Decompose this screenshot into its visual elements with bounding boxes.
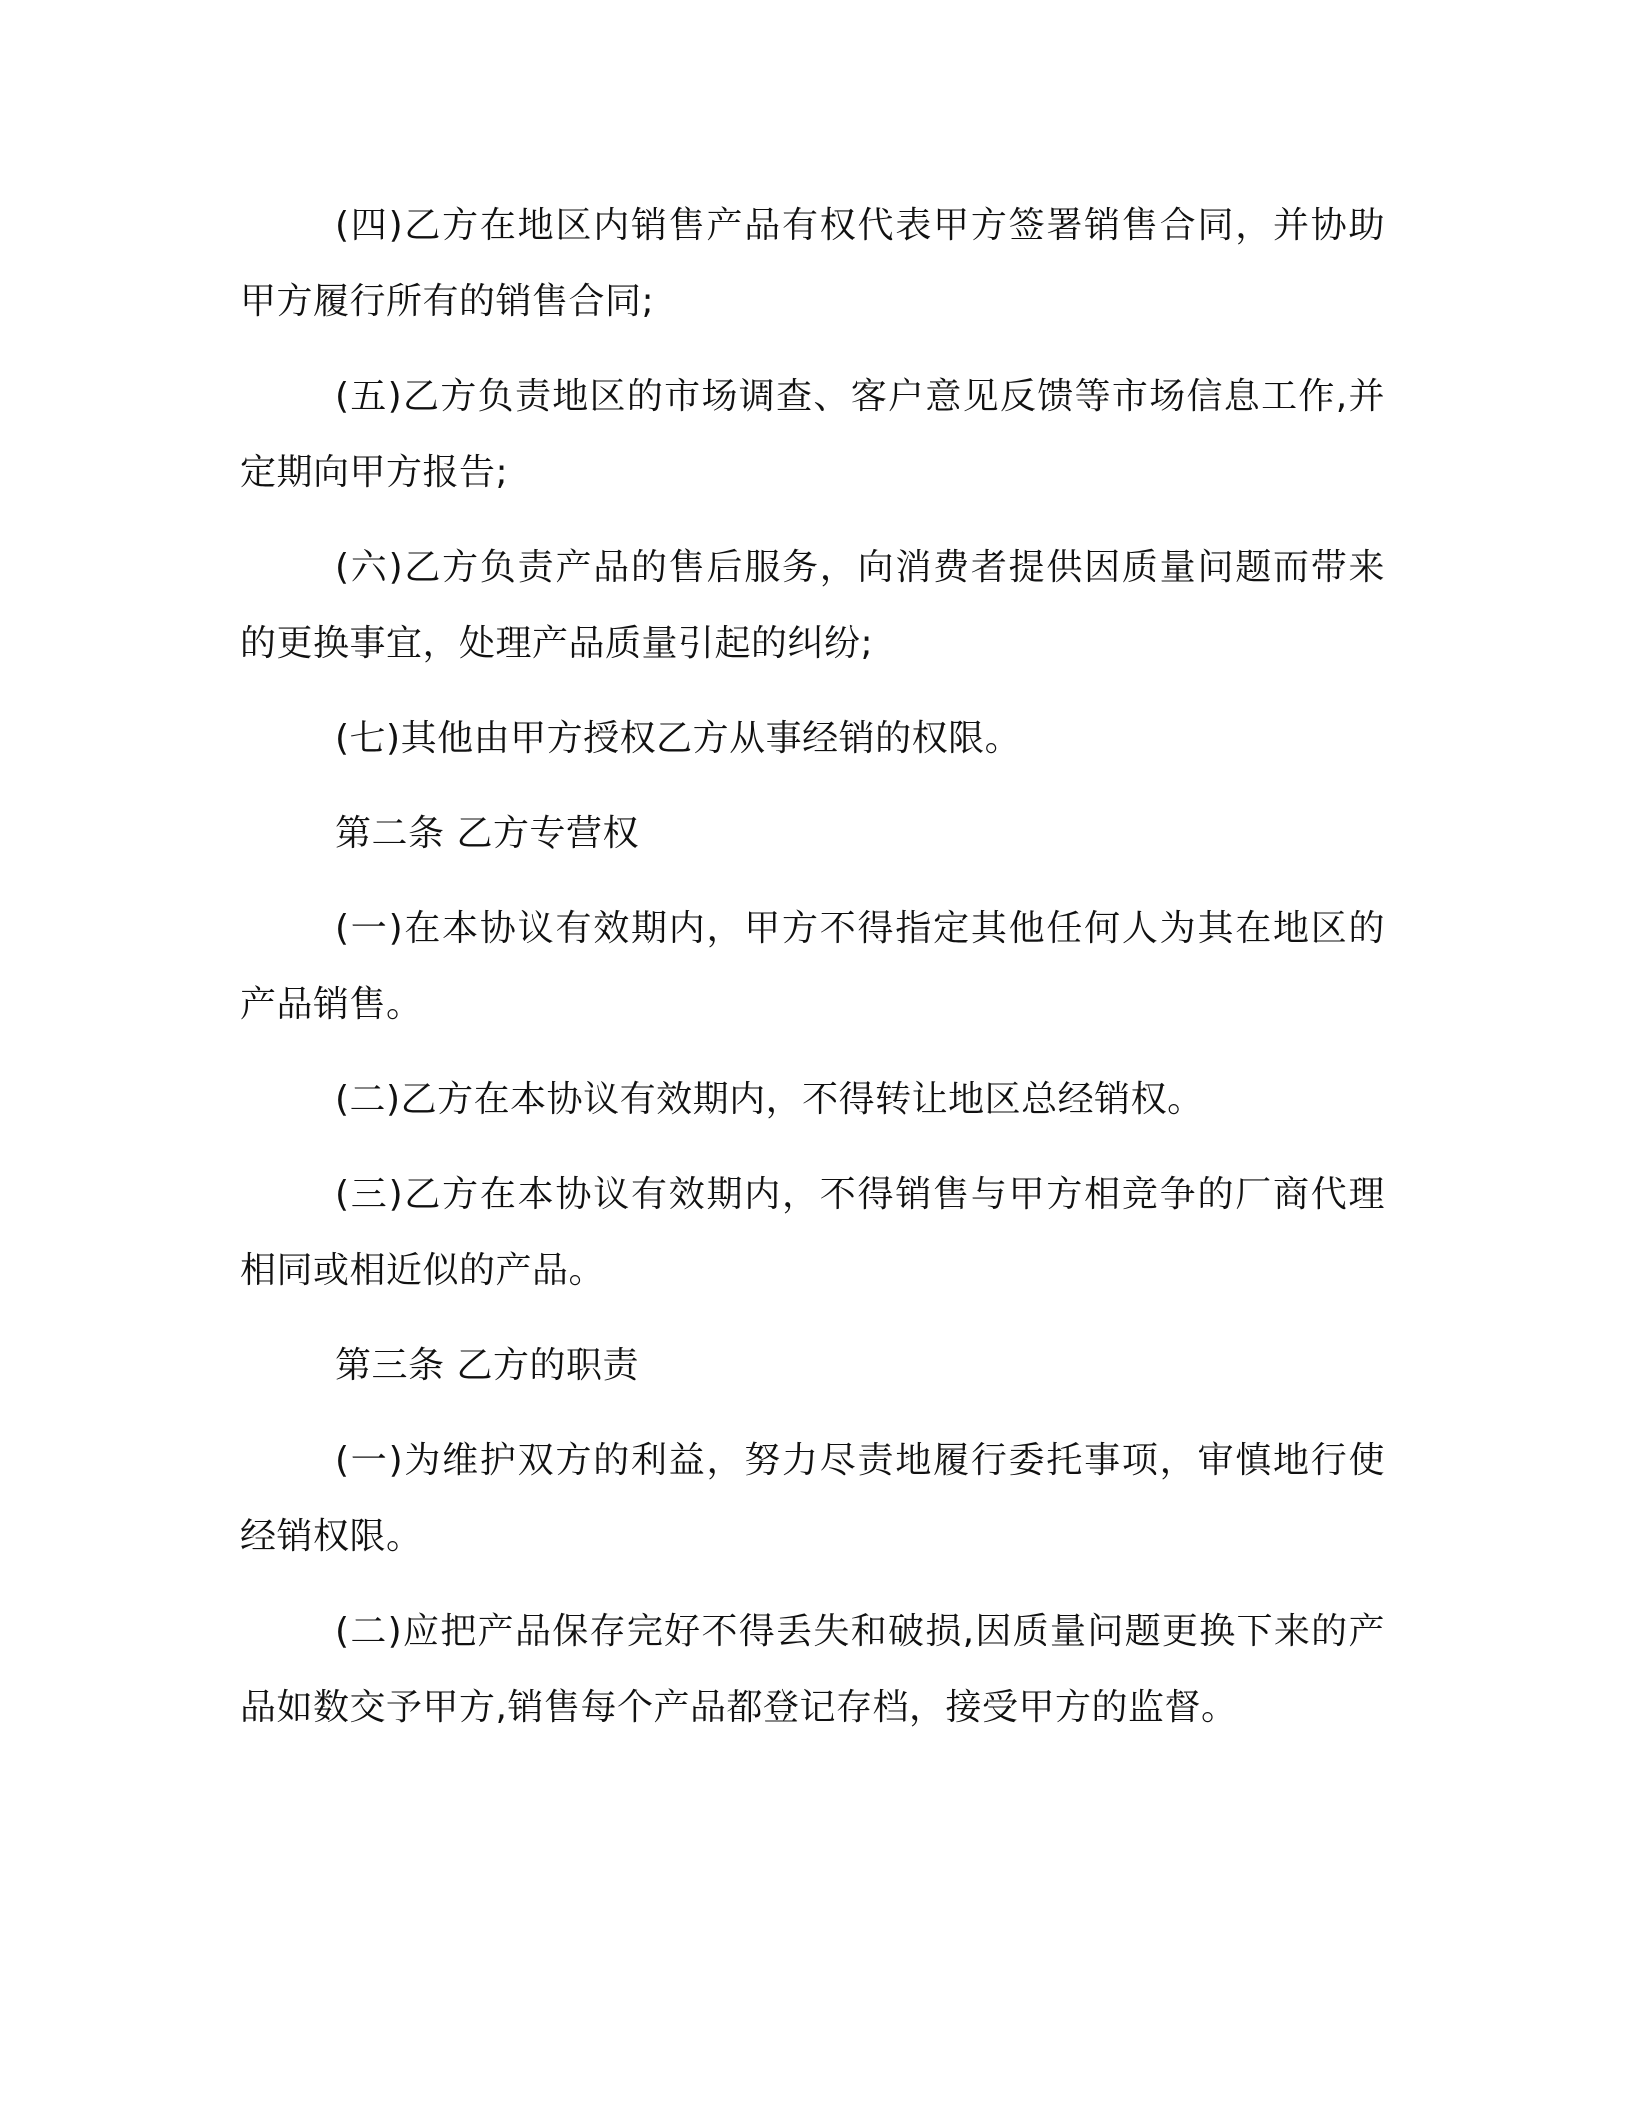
document-body: [240, 188, 1385, 1746]
article-2-clause-1: (一)在本协议有效期内，甲方不得指定其他任何人为其在地区的产品销售。: [240, 908, 1385, 1025]
article-2-heading: 第二条 乙方专营权: [335, 813, 639, 854]
clause-7-other-authority: (七)其他由甲方授权乙方从事经销的权限。: [335, 718, 1022, 759]
article-2-clause-3: (三)乙方在本协议有效期内，不得销售与甲方相竞争的厂商代理相同或相近似的产品。: [240, 1174, 1385, 1291]
article-3-clause-1: (一)为维护双方的利益，努力尽责地履行委托事项，审慎地行使经销权限。: [240, 1440, 1385, 1557]
article-3-heading: 第三条 乙方的职责: [335, 1345, 639, 1386]
clause-6-after-sales: (六)乙方负责产品的售后服务，向消费者提供因质量问题而带来的更换事宜，处理产品质量引起的纠纷;: [240, 547, 1385, 664]
clause-4-sign-contracts: (四)乙方在地区内销售产品有权代表甲方签署销售合同，并协助甲方履行所有的销售合同;: [240, 205, 1385, 322]
clause-5-market-info: (五)乙方负责地区的市场调查、客户意见反馈等市场信息工作,并定期向甲方报告;: [240, 376, 1385, 493]
article-3-clause-2: (二)应把产品保存完好不得丢失和破损,因质量问题更换下来的产品如数交予甲方,销售每个产品都登记存档，接受甲方的监督。: [240, 1611, 1385, 1728]
article-2-clause-2: (二)乙方在本协议有效期内，不得转让地区总经销权。: [335, 1079, 1204, 1120]
